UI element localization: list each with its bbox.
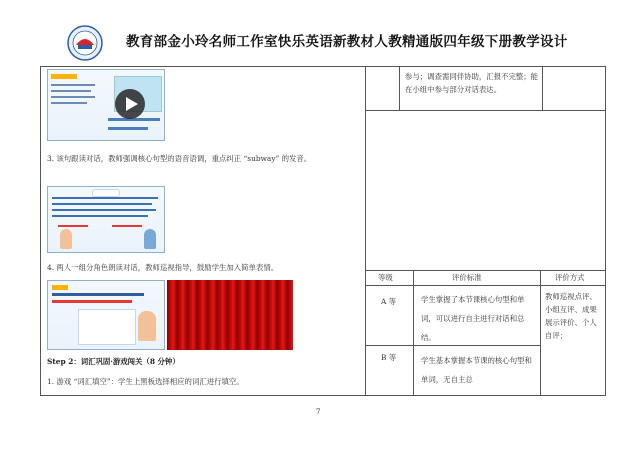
cell-divider <box>540 270 541 396</box>
dialogue-slide-image <box>47 186 165 253</box>
row-divider <box>365 270 606 271</box>
play-icon[interactable] <box>115 89 145 119</box>
step-2-heading: Step 2：词汇巩固·游戏闯关（8 分钟） <box>47 357 180 366</box>
step-3-text: 3. 该句跟读对话，教师强调核心句型的语音语调，重点纠正 “subway” 的发音。 <box>47 154 312 163</box>
cell-divider <box>542 66 543 110</box>
eval-header-standard: 评价标准 <box>452 273 482 282</box>
eval-grade-a: A 等 <box>381 297 397 306</box>
row-divider <box>365 110 606 111</box>
game-1-text: 1. 游戏 “词汇填空”：学生上黑板选择相应的词汇进行填空。 <box>47 377 244 386</box>
cell-divider <box>399 66 400 110</box>
eval-method: 教师巡视点评、小组互评、成果展示评价、个人自评； <box>545 292 597 340</box>
eval-standard-a: 学生掌握了本节课核心句型和单词，可以进行自主进行对话和总结。 <box>421 295 525 342</box>
curtain-image <box>167 280 293 350</box>
eval-standard-b: 学生基本掌握本节课的核心句型和单词，无自主总 <box>421 356 532 384</box>
column-divider <box>365 66 366 396</box>
participation-note: 参与；调查需同伴协助，汇报不完整；能在小组中参与部分对话表达。 <box>405 72 539 94</box>
page-number: 7 <box>316 408 321 416</box>
row-divider <box>365 285 606 286</box>
dialogue-video-thumbnail[interactable] <box>47 69 165 141</box>
cell-divider <box>413 270 414 396</box>
step-4-text: 4. 两人一组分角色朗读对话，教师巡视指导，鼓励学生加入简单表情。 <box>47 263 279 272</box>
school-logo <box>67 25 103 61</box>
eval-grade-b: B 等 <box>381 353 397 362</box>
game-slide-image <box>47 280 165 350</box>
page-title: 教育部金小玲名师工作室快乐英语新教材人教精通版四年级下册教学设计 <box>126 34 568 50</box>
eval-header-grade: 等级 <box>378 273 393 282</box>
eval-header-method: 评价方式 <box>555 273 585 282</box>
